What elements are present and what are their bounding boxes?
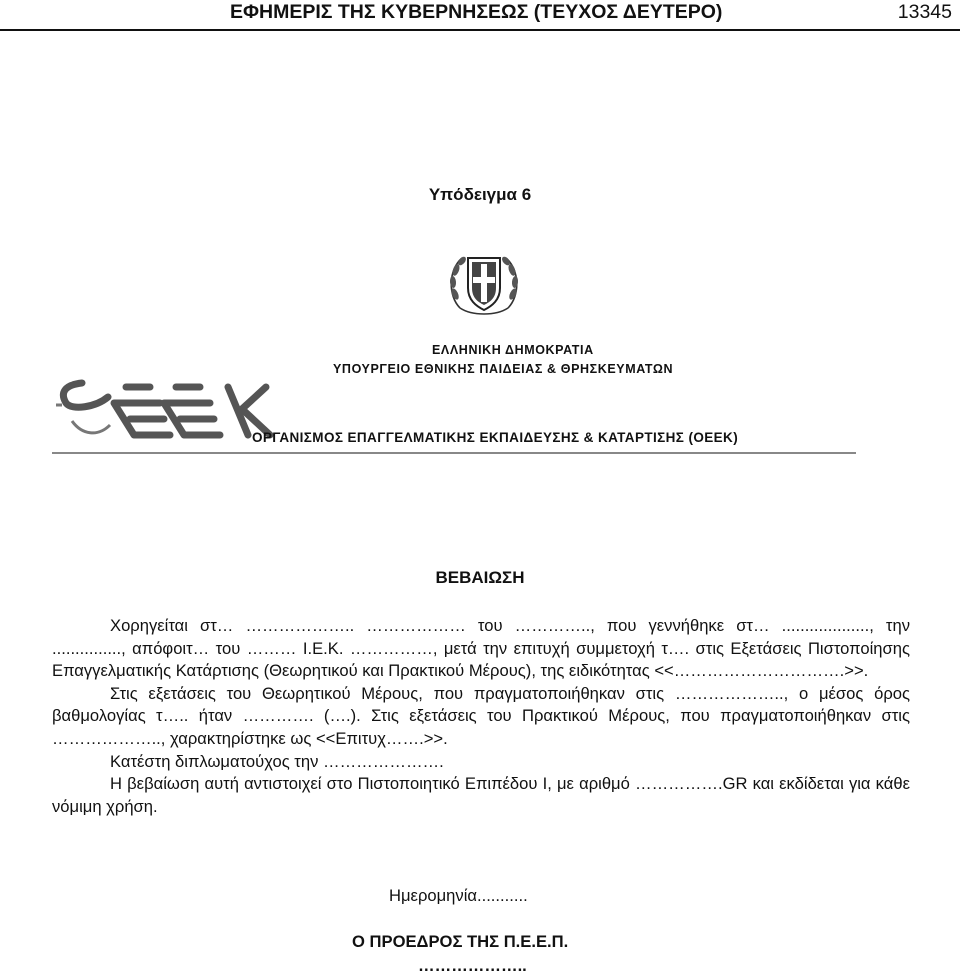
- oeek-logo: [63, 383, 270, 435]
- certificate-body: [52, 615, 910, 818]
- letterhead-divider: [52, 452, 856, 454]
- greek-coat-of-arms-icon: [446, 248, 522, 318]
- certificate-paragraph: Η βεβαίωση αυτή αντιστοιχεί στο Πιστοποιητικό Επιπέδου Ι, με αριθμό …………….GR και εκδίδεται για κάθε νόμιμη χρήση.: [52, 774, 910, 816]
- organization-name: ΟΡΓΑΝΙΣΜΟΣ ΕΠΑΓΓΕΛΜΑΤΙΚΗΣ ΕΚΠΑΙΔΕΥΣΗΣ & ΚΑΤΑΡΤΙΣΗΣ (ΟΕΕΚ): [252, 430, 739, 445]
- gazette-title: ΕΦΗΜΕΡΙΣ ΤΗΣ ΚΥΒΕΡΝΗΣΕΩΣ (ΤΕΥΧΟΣ ΔΕΥΤΕΡΟ): [230, 1, 723, 23]
- signature-placeholder: ………………..: [418, 956, 527, 975]
- sample-label: Υπόδειγμα 6: [428, 185, 532, 204]
- certificate-title: ΒΕΒΑΙΩΣΗ: [435, 568, 525, 587]
- signatory-title: Ο ΠΡΟΕΔΡΟΣ ΤΗΣ Π.Ε.Ε.Π.: [352, 932, 569, 951]
- date-line: Ημερομηνία...........: [389, 886, 528, 905]
- page-number: 13345: [897, 1, 952, 23]
- header-divider: [0, 29, 960, 31]
- government-name: ΕΛΛΗΝΙΚΗ ΔΗΜΟΚΡΑΤΙΑ: [432, 343, 594, 357]
- certificate-paragraph: Χορηγείται στ… ……………….. ……………… του ………….., που γεννήθηκε στ… ..................., την ..............., απόφοιτ… του ……… Ι.Ε.Κ. ……………, μετά την επιτυχή συμμετοχή τ…. στις Εξετάσεις Πιστοποίησης Επαγγελματικής Κατάρτισης (Θεωρητικού και Πρακτικού Μέρους), της ειδικότητας <<………………………….>>.: [52, 616, 910, 681]
- certificate-paragraph: Κατέστη διπλωματούχος την ………………….: [110, 751, 444, 771]
- ministry-name: ΥΠΟΥΡΓΕΙΟ ΕΘΝΙΚΗΣ ΠΑΙΔΕΙΑΣ & ΘΡΗΣΚΕΥΜΑΤΩΝ: [333, 362, 674, 376]
- certificate-paragraph: Στις εξετάσεις του Θεωρητικού Μέρους, που πραγματοποιήθηκαν στις ……………….., ο μέσος όρος βαθμολογίας τ….. ήταν …………. (….). Στις εξετάσεις του Πρακτικού Μέρους, που πραγματοποιήθηκαν στις ……………….., χαρακτηρίστηκε ως <<Επιτυχ…….>>.: [52, 683, 910, 748]
